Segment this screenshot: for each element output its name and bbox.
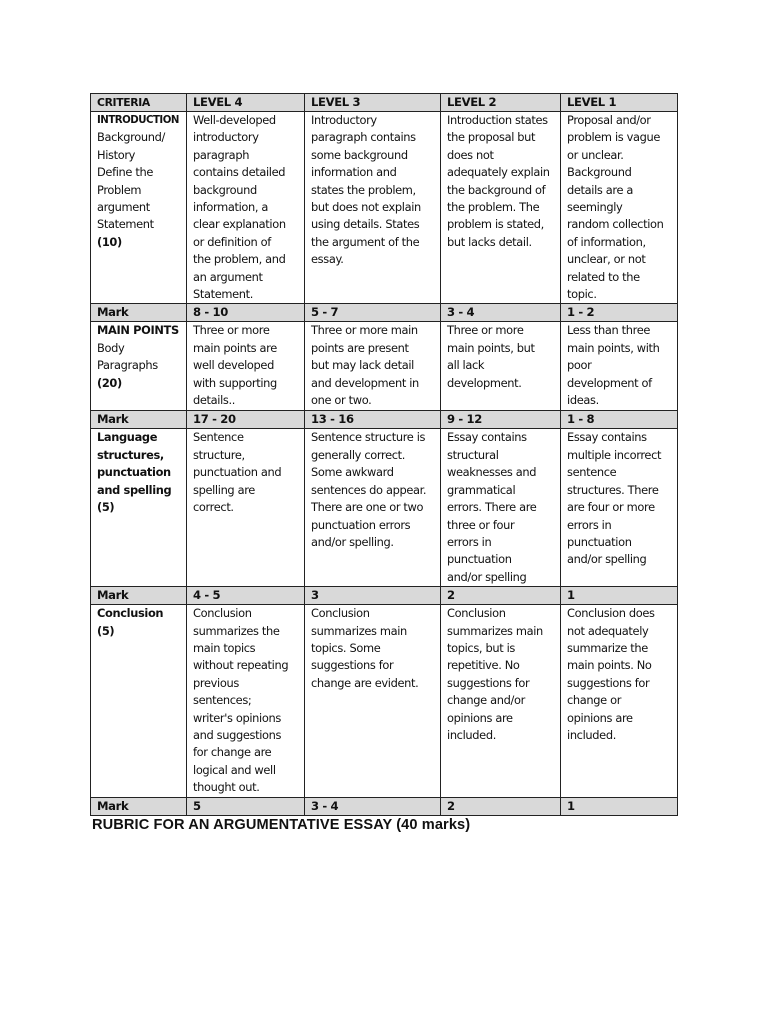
- mark-level-1: 1 - 8: [561, 411, 678, 429]
- header-level-1: LEVEL 1: [561, 94, 678, 112]
- mark-label: Mark: [91, 411, 187, 429]
- descriptor-text: Introductory paragraph contains some background information and states the problem, but does not explain using details. States the argument of the essay.: [311, 113, 421, 267]
- descriptor-text: Essay contains multiple incorrect sentence structures. There are four or more errors in punctuation and/or spelling: [567, 430, 662, 567]
- descriptor-level-3: [305, 112, 441, 304]
- descriptor-level-1: [561, 429, 678, 587]
- descriptor-level-2: [441, 322, 561, 411]
- mark-level-3: 5 - 7: [305, 304, 441, 322]
- mark-level-2: 3 - 4: [441, 304, 561, 322]
- descriptor-text: Three or more main points are well developed with supporting details..: [193, 323, 277, 408]
- descriptor-text: Conclusion summarizes main topics, but is repetitive. No suggestions for change and/or opinions are included.: [447, 606, 543, 742]
- introduction-mark-row: [91, 304, 678, 322]
- descriptor-level-1: [561, 322, 678, 411]
- header-row: [91, 94, 678, 112]
- criterion-title: INTRODUCTION: [97, 115, 179, 126]
- descriptor-text: Conclusion summarizes the main topics without repeating previous sentences; writer's opinions and suggestions for change are logical and well thought out.: [193, 606, 289, 795]
- header-level-4: LEVEL 4: [187, 94, 305, 112]
- criterion-title: Conclusion: [97, 606, 164, 621]
- rubric-table: [90, 93, 678, 816]
- descriptor-text: Three or more main points are present but may lack detail and development in one or two.: [311, 323, 419, 408]
- descriptor-level-3: [305, 605, 441, 797]
- descriptor-text: Introduction states the proposal but does not adequately explain the background of the problem. The problem is stated, but lacks detail.: [447, 113, 550, 249]
- descriptor-level-2: [441, 112, 561, 304]
- criterion-marks: (5): [97, 623, 115, 638]
- descriptor-text: Sentence structure, punctuation and spelling are correct.: [193, 430, 282, 515]
- criterion-conclusion: [91, 605, 187, 797]
- header-level-3: LEVEL 3: [305, 94, 441, 112]
- descriptor-level-3: [305, 429, 441, 587]
- descriptor-level-4: [187, 605, 305, 797]
- header-criteria: CRITERIA: [91, 94, 187, 112]
- descriptor-text: Proposal and/or problem is vague or unclear. Background details are a seemingly random collection of information, unclear, or not related to the topic.: [567, 113, 664, 302]
- descriptor-text: Conclusion does not adequately summarize the main points. No suggestions for change or opinions are included.: [567, 606, 655, 742]
- conclusion-mark-row: [91, 797, 678, 815]
- descriptor-level-1: [561, 112, 678, 304]
- criterion-title: Language structures, punctuation and spelling: [97, 430, 172, 497]
- mark-level-4: 17 - 20: [187, 411, 305, 429]
- rubric-caption: RUBRIC FOR AN ARGUMENTATIVE ESSAY (40 marks): [92, 817, 471, 833]
- criterion-introduction: [91, 112, 187, 304]
- descriptor-text: Sentence structure is generally correct. Some awkward sentences do appear. There are one or two punctuation errors and/or spelling.: [311, 430, 427, 549]
- criterion-title: MAIN POINTS: [97, 323, 179, 338]
- descriptor-level-2: [441, 429, 561, 587]
- criterion-marks: (20): [97, 375, 122, 390]
- descriptor-text: Three or more main points, but all lack development.: [447, 323, 535, 390]
- mark-level-1: 1: [561, 587, 678, 605]
- mark-level-4: 4 - 5: [187, 587, 305, 605]
- mark-label: Mark: [91, 304, 187, 322]
- mark-level-2: 9 - 12: [441, 411, 561, 429]
- descriptor-text: Less than three main points, with poor development of ideas.: [567, 323, 660, 408]
- introduction-row: [91, 112, 678, 304]
- descriptor-text: Conclusion summarizes main topics. Some suggestions for change are evident.: [311, 606, 419, 690]
- descriptor-level-1: [561, 605, 678, 797]
- criterion-main-points: [91, 322, 187, 411]
- criterion-body: Body Paragraphs: [97, 340, 158, 373]
- criterion-marks: (5): [97, 500, 115, 515]
- language-row: [91, 429, 678, 587]
- conclusion-row: [91, 605, 678, 797]
- language-mark-row: [91, 587, 678, 605]
- criterion-marks: (10): [97, 234, 122, 249]
- descriptor-level-4: [187, 322, 305, 411]
- mark-level-1: 1 - 2: [561, 304, 678, 322]
- mark-level-2: 2: [441, 587, 561, 605]
- mark-label: Mark: [91, 587, 187, 605]
- descriptor-level-4: [187, 112, 305, 304]
- descriptor-level-2: [441, 605, 561, 797]
- descriptor-level-3: [305, 322, 441, 411]
- criterion-body: Background/ History Define the Problem argument Statement: [97, 130, 165, 232]
- mark-level-3: 3 - 4: [305, 797, 441, 815]
- main-points-row: [91, 322, 678, 411]
- descriptor-text: Well-developed introductory paragraph contains detailed background information, a clear explanation or definition of the problem, and an argument Statement.: [193, 113, 286, 302]
- mark-level-3: 13 - 16: [305, 411, 441, 429]
- descriptor-level-4: [187, 429, 305, 587]
- descriptor-text: Essay contains structural weaknesses and grammatical errors. There are three or four errors in punctuation and/or spelling: [447, 430, 537, 584]
- mark-level-2: 2: [441, 797, 561, 815]
- main-points-mark-row: [91, 411, 678, 429]
- mark-level-4: 5: [187, 797, 305, 815]
- mark-level-1: 1: [561, 797, 678, 815]
- mark-label: Mark: [91, 797, 187, 815]
- header-level-2: LEVEL 2: [441, 94, 561, 112]
- criterion-language: [91, 429, 187, 587]
- mark-level-3: 3: [305, 587, 441, 605]
- mark-level-4: 8 - 10: [187, 304, 305, 322]
